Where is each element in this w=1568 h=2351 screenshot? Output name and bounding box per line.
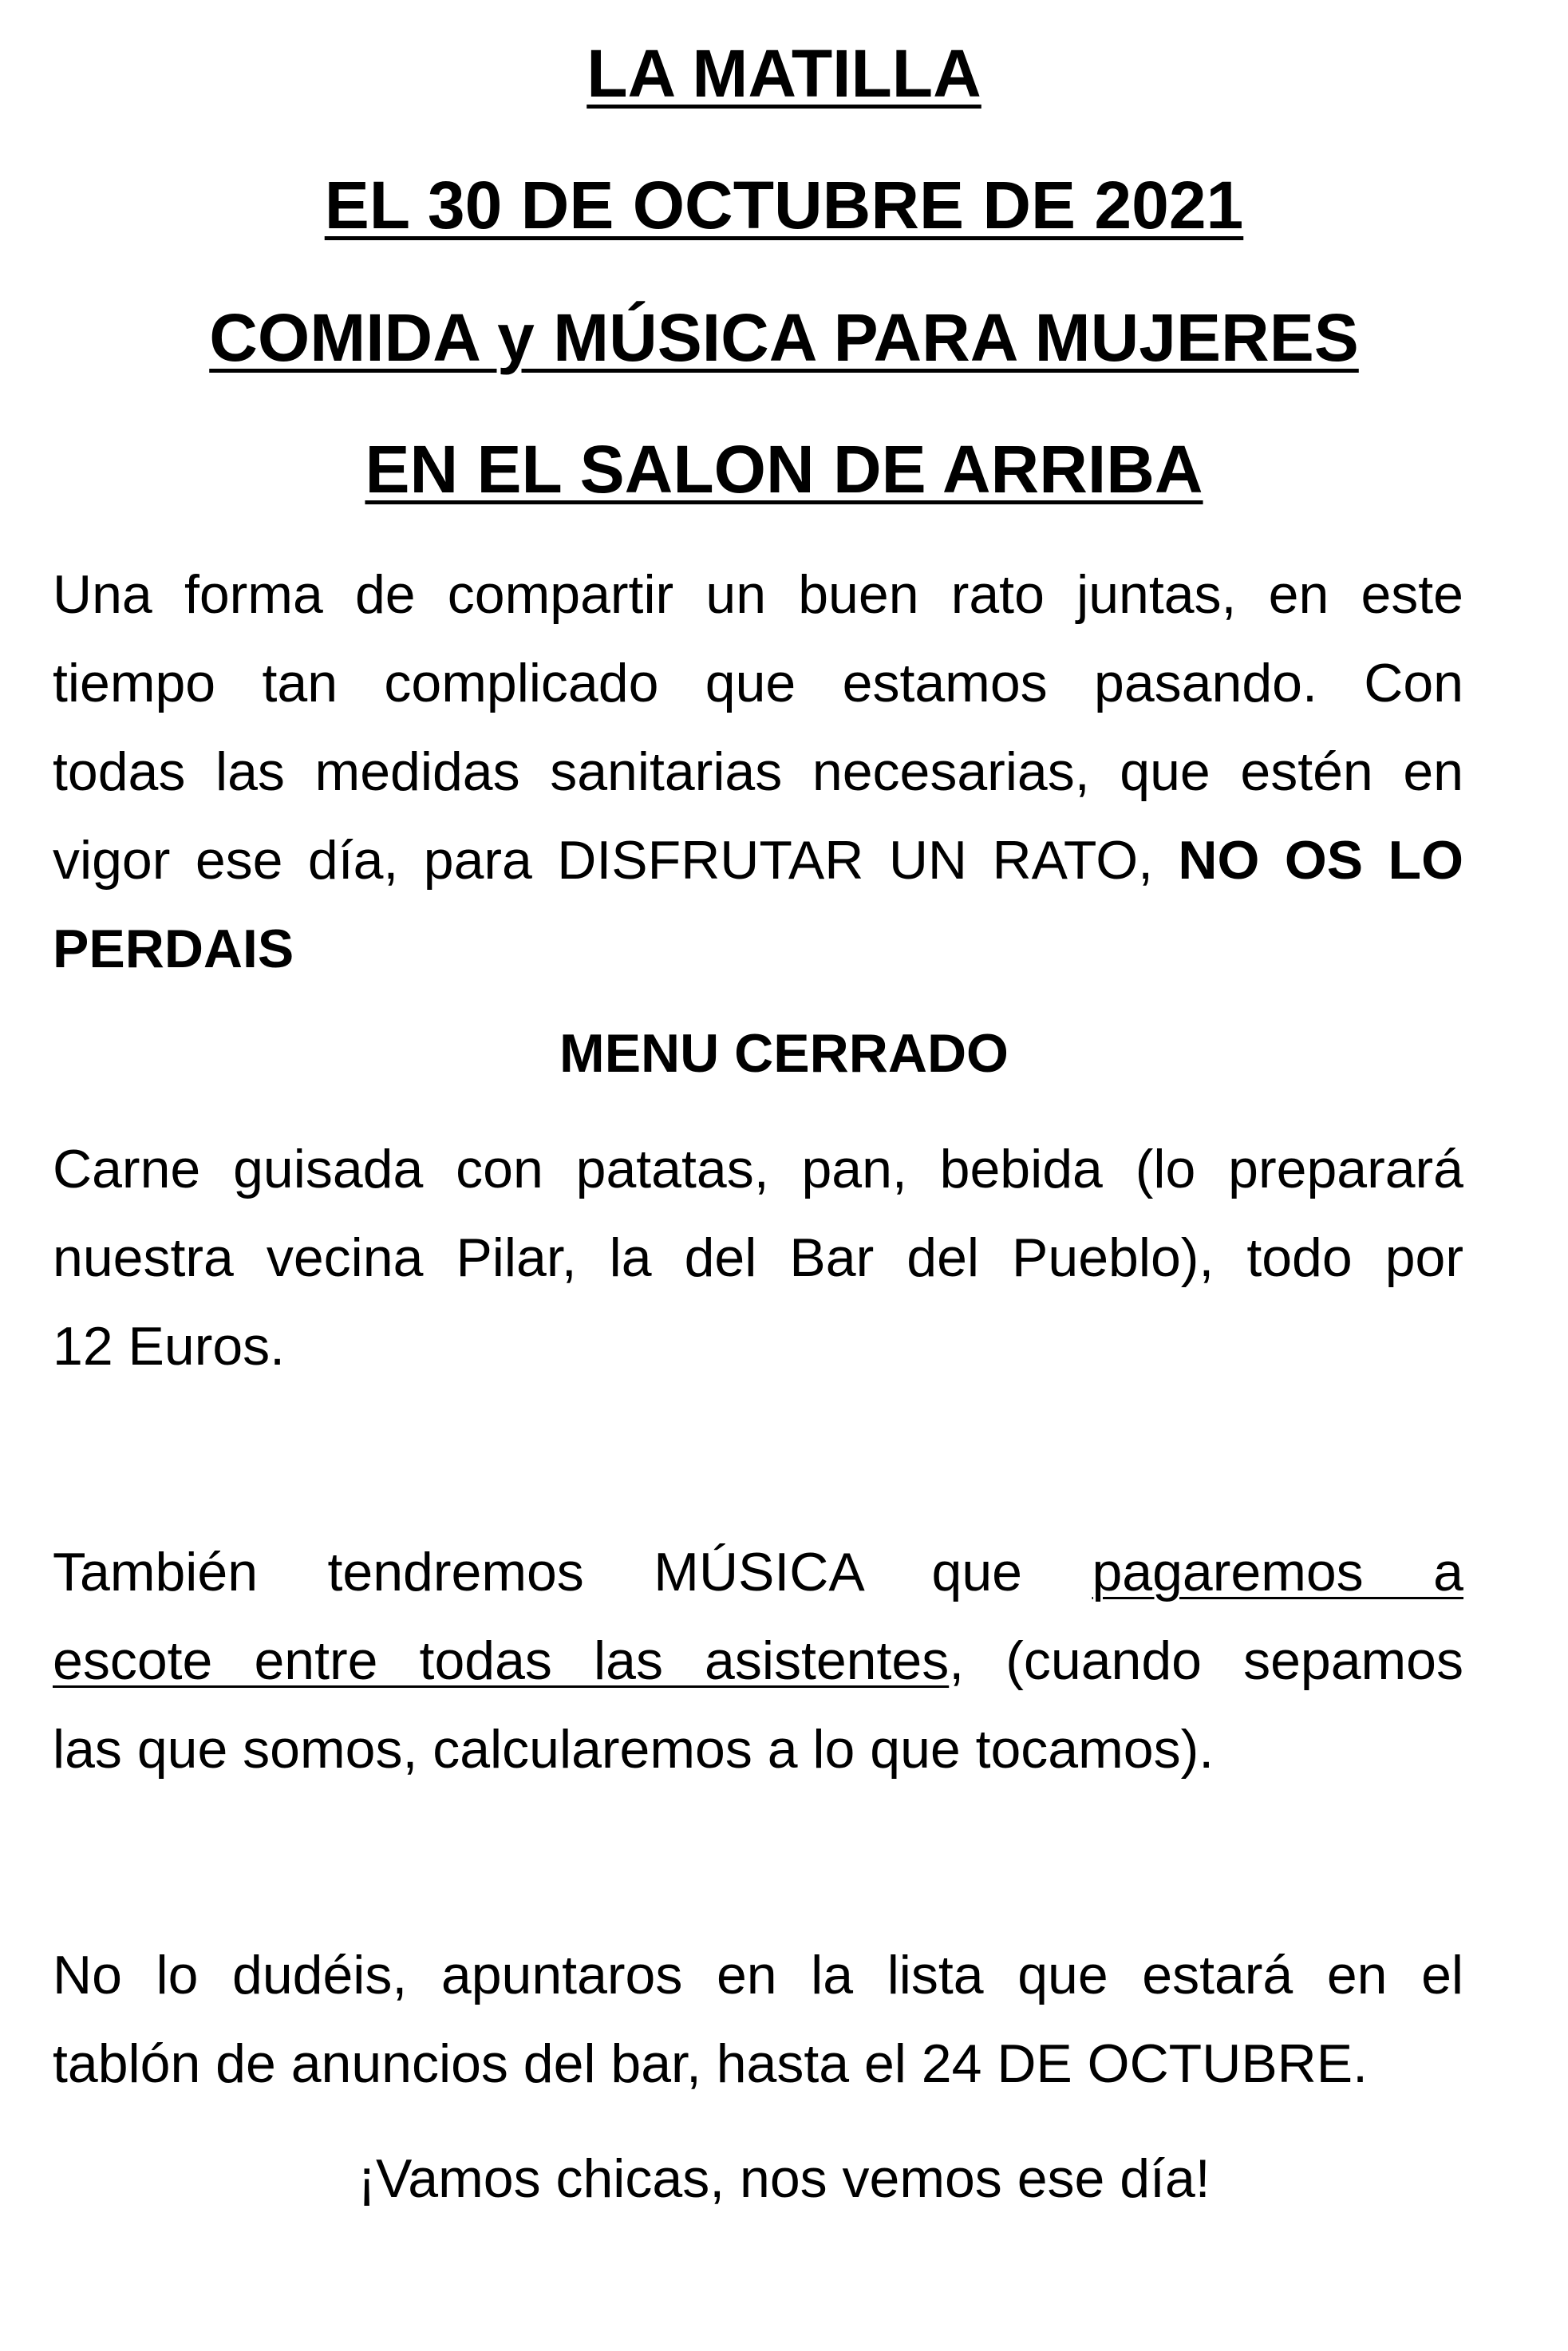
music-underlined-start: pagaremos a: [1092, 1542, 1463, 1602]
music-line-normal: También tendremos MÚSICA que: [53, 1542, 1092, 1602]
title-location: [0, 34, 1568, 113]
signup-paragraph: [53, 1931, 1463, 2108]
music-paragraph: [53, 1528, 1463, 1794]
title-event: [0, 298, 1568, 377]
signup-line: tablón de anuncios del bar, hasta el 24 DE OCTUBRE.: [53, 2033, 1369, 2094]
title-venue-text: EN EL SALON DE ARRIBA: [365, 432, 1203, 507]
music-line: [53, 1617, 1463, 1705]
title-location-text: LA MATILLA: [587, 36, 981, 111]
menu-heading: MENU CERRADO: [559, 1023, 1009, 1084]
menu-price-line: 12 Euros.: [53, 1316, 286, 1377]
title-event-text: COMIDA y MÚSICA PARA MUJERES: [209, 300, 1359, 375]
menu-line: Carne guisada con patatas, pan, bebida (lo preparará: [53, 1139, 1463, 1199]
intro-paragraph: [53, 551, 1463, 994]
music-line: [53, 1528, 1463, 1617]
music-underlined-end: escote entre todas las asistentes: [53, 1630, 950, 1691]
title-date: [0, 165, 1568, 245]
menu-paragraph: [53, 1125, 1463, 1391]
music-line: las que somos, calcularemos a lo que tocamos).: [53, 1719, 1215, 1780]
intro-line: tiempo tan complicado que estamos pasando. Con: [53, 653, 1463, 713]
intro-line-normal: vigor ese día, para DISFRUTAR UN RATO,: [53, 830, 1179, 891]
menu-line: nuestra vecina Pilar, la del Bar del Pueblo), todo por: [53, 1227, 1463, 1288]
intro-emphasis-end: PERDAIS: [53, 919, 294, 979]
music-line-normal: , (cuando sepamos: [949, 1630, 1463, 1691]
intro-line: Una forma de compartir un buen rato juntas, en este: [53, 564, 1463, 625]
signup-line: No lo dudéis, apuntaros en la lista que estará en el: [53, 1945, 1463, 2005]
title-date-text: EL 30 DE OCTUBRE DE 2021: [324, 168, 1244, 243]
closing-line: ¡Vamos chicas, nos vemos ese día!: [357, 2148, 1211, 2209]
title-venue: [0, 429, 1568, 509]
intro-line: todas las medidas sanitarias necesarias, que estén en: [53, 741, 1463, 802]
intro-emphasis: NO OS LO: [1178, 830, 1463, 891]
intro-line: [53, 816, 1463, 905]
